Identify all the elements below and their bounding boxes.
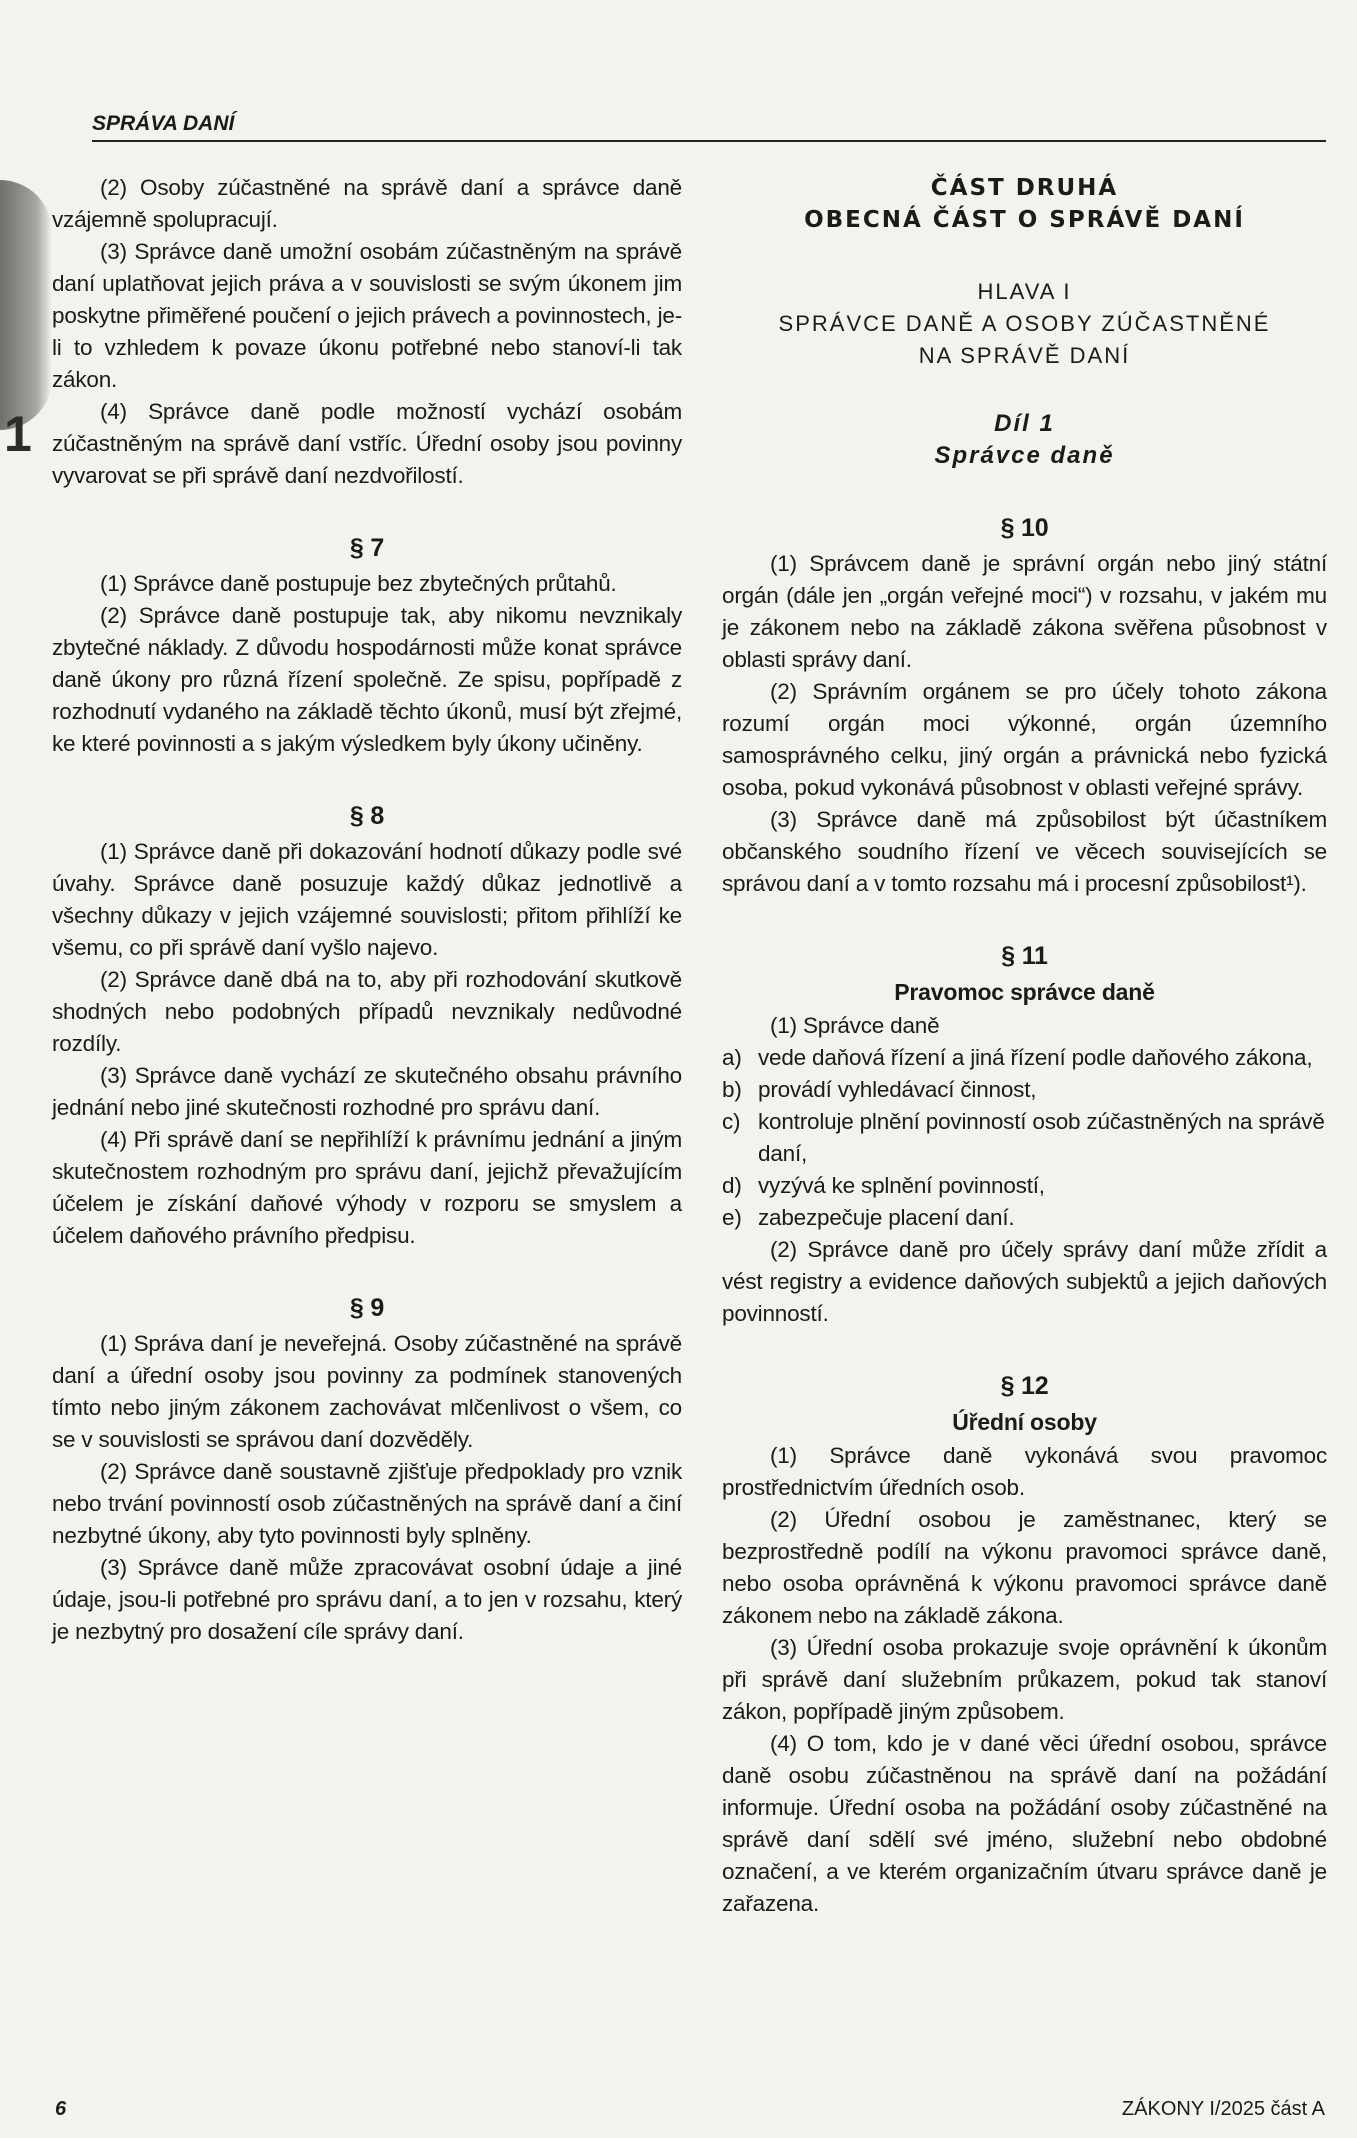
part-title <box>722 172 1327 236</box>
section-12 <box>722 1440 1327 1920</box>
section-title-12: Úřední osoby <box>952 1409 1097 1435</box>
paragraph: (4) O tom, kdo je v dané věci úřední osobou, správce daně osobu zúčastněnou na správě daní na požádání informuje. Úřední osoba na požádání osoby zúčastněné na správě daní sdělí své jméno, služební nebo obdobné označení, a ve kterém organizačním útvaru správce daně je zařazena. <box>722 1731 1327 1916</box>
list-item <box>722 1106 1327 1170</box>
header-title: SPRÁVA DANÍ <box>92 112 235 135</box>
division-title <box>722 408 1327 472</box>
item-label: d) <box>722 1173 742 1198</box>
paragraph: (3) Úřední osoba prokazuje svoje oprávnění k úkonům při správě daní služebním průkazem, pokud tak stanoví zákon, popřípadě jiným způsobem. <box>722 1635 1327 1724</box>
edge-tab-number: 1 <box>4 406 32 462</box>
item-list <box>722 1042 1327 1234</box>
running-header <box>92 96 1326 142</box>
item-text: vyzývá ke splnění povinností, <box>758 1173 1045 1198</box>
chapter-name-line1: SPRÁVCE DANĚ A OSOBY ZÚČASTNĚNÉ <box>778 311 1271 336</box>
right-column <box>722 172 1327 1920</box>
paragraph: (1) Správce daně vykonává svou pravomoc prostřednictvím úředních osob. <box>722 1443 1327 1500</box>
item-text: provádí vyhledávací činnost, <box>758 1077 1037 1102</box>
section-6-continued <box>52 172 682 492</box>
list-item <box>722 1170 1327 1202</box>
page-edge-tab <box>0 180 52 462</box>
section-7 <box>52 568 682 760</box>
paragraph: (3) Správce daně umožní osobám zúčastněným na správě daní uplatňovat jejich práva a v souvislosti se svým úkonem jim poskytne přiměřené poučení o jejich právech a povinnostech, je-li to vzhledem k povaze úkonu potřebné nebo stanoví-li tak zákon. <box>52 239 682 392</box>
section-heading-12: § 12 <box>1000 1372 1049 1400</box>
paragraph: (1) Správcem daně je správní orgán nebo jiný státní orgán (dále jen „orgán veřejné moci“) v rozsahu, v jakém mu je zákonem nebo na základě zákona svěřena působnost v oblasti správy daní. <box>722 551 1327 672</box>
section-heading-10: § 10 <box>1000 514 1049 542</box>
item-label: e) <box>722 1205 742 1230</box>
paragraph: (1) Správa daní je neveřejná. Osoby zúčastněné na správě daní a úřední osoby jsou povinny za podmínek stanovených tímto nebo jiným zákonem zachovávat mlčenlivost o všem, co se v souvislosti se správou daní dozvěděly. <box>52 1331 682 1452</box>
paragraph: (2) Správce daně dbá na to, aby při rozhodování skutkově shodných nebo podobných případů nevznikaly nedůvodné rozdíly. <box>52 967 682 1056</box>
chapter-number: HLAVA I <box>977 279 1072 304</box>
division-name: Správce daně <box>934 442 1115 469</box>
item-label: c) <box>722 1109 741 1134</box>
division-number: Díl 1 <box>994 410 1055 437</box>
paragraph: (4) Správce daně podle možností vychází osobám zúčastněným na správě daní vstříc. Úřední osoby jsou povinny vyvarovat se při správě daní nezdvořilostí. <box>52 399 682 488</box>
section-8 <box>52 836 682 1252</box>
chapter-title <box>722 276 1327 372</box>
paragraph: (2) Správce daně pro účely správy daní může zřídit a vést registry a evidence daňových subjektů a jejich daňových povinností. <box>722 1237 1327 1326</box>
list-item <box>722 1074 1327 1106</box>
list-item <box>722 1202 1327 1234</box>
part-number: ČÁST DRUHÁ <box>930 175 1119 201</box>
section-heading-8: § 8 <box>349 802 385 830</box>
paragraph: (1) Správce daně postupuje bez zbytečných průtahů. <box>100 571 617 596</box>
page-number: 6 <box>55 2098 67 2120</box>
section-heading-9: § 9 <box>349 1294 385 1322</box>
paragraph: (2) Správce daně soustavně zjišťuje předpoklady pro vznik nebo trvání povinností osob zúčastněných na správě daní a činí nezbytné úkony, aby tyto povinnosti byly splněny. <box>52 1459 682 1548</box>
paragraph: (2) Správce daně postupuje tak, aby nikomu nevznikaly zbytečné náklady. Z důvodu hospodárnosti může konat správce daně úkony pro různá řízení společně. Ze spisu, popřípadě z rozhodnutí vydaného na základě těchto úkonů, musí být zřejmé, ke které povinnosti a s jakým výsledkem byly úkony učiněny. <box>52 603 682 756</box>
section-11 <box>722 1010 1327 1330</box>
publication-label: ZÁKONY I/2025 část A <box>1121 2098 1325 2120</box>
paragraph: (2) Úřední osobou je zaměstnanec, který se bezprostředně podílí na výkonu pravomoci správce daně, nebo osoba oprávněná k výkonu pravomoci správce daně zákonem nebo na základě zákona. <box>722 1507 1327 1628</box>
section-title-11: Pravomoc správce daně <box>894 979 1155 1005</box>
paragraph: (3) Správce daně má způsobilost být účastníkem občanského soudního řízení ve věcech souvisejících se správou daní a v tomto rozsahu má i procesní způsobilost¹). <box>722 807 1327 896</box>
item-label: a) <box>722 1045 742 1070</box>
part-name: OBECNÁ ČÁST O SPRÁVĚ DANÍ <box>804 207 1245 233</box>
chapter-name-line2: NA SPRÁVĚ DANÍ <box>918 343 1131 368</box>
item-text: kontroluje plnění povinností osob zúčastněných na správě daní, <box>758 1109 1325 1166</box>
paragraph: (1) Správce daně <box>770 1013 940 1038</box>
section-heading-11: § 11 <box>1001 942 1048 970</box>
item-label: b) <box>722 1077 742 1102</box>
paragraph: (2) Osoby zúčastněné na správě daní a správce daně vzájemně spolupracují. <box>52 175 682 232</box>
left-column <box>52 172 682 1648</box>
section-9 <box>52 1328 682 1648</box>
paragraph: (3) Správce daně může zpracovávat osobní údaje a jiné údaje, jsou-li potřebné pro správu daní, a to jen v rozsahu, který je nezbytný pro dosažení cíle správy daní. <box>52 1555 682 1644</box>
section-heading-7: § 7 <box>349 534 385 562</box>
section-10 <box>722 548 1327 900</box>
paragraph: (4) Při správě daní se nepřihlíží k právnímu jednání a jiným skutečnostem rozhodným pro správu daní, jejichž převažujícím účelem je získání daňové výhody v rozporu se smyslem a účelem daňového právního předpisu. <box>52 1127 682 1248</box>
paragraph: (2) Správním orgánem se pro účely tohoto zákona rozumí orgán moci výkonné, orgán územního samosprávného celku, jiný orgán a právnická nebo fyzická osoba, pokud vykonává působnost v oblasti veřejné správy. <box>722 679 1327 800</box>
paragraph: (1) Správce daně při dokazování hodnotí důkazy podle své úvahy. Správce daně posuzuje každý důkaz jednotlivě a všechny důkazy v jejich vzájemné souvislosti; přitom přihlíží ke všemu, co při správě daní vyšlo najevo. <box>52 839 682 960</box>
item-text: zabezpečuje placení daní. <box>758 1205 1015 1230</box>
item-text: vede daňová řízení a jiná řízení podle daňového zákona, <box>758 1045 1313 1070</box>
list-item <box>722 1042 1327 1074</box>
paragraph: (3) Správce daně vychází ze skutečného obsahu právního jednání nebo jiné skutečnosti rozhodné pro správu daní. <box>52 1063 682 1120</box>
